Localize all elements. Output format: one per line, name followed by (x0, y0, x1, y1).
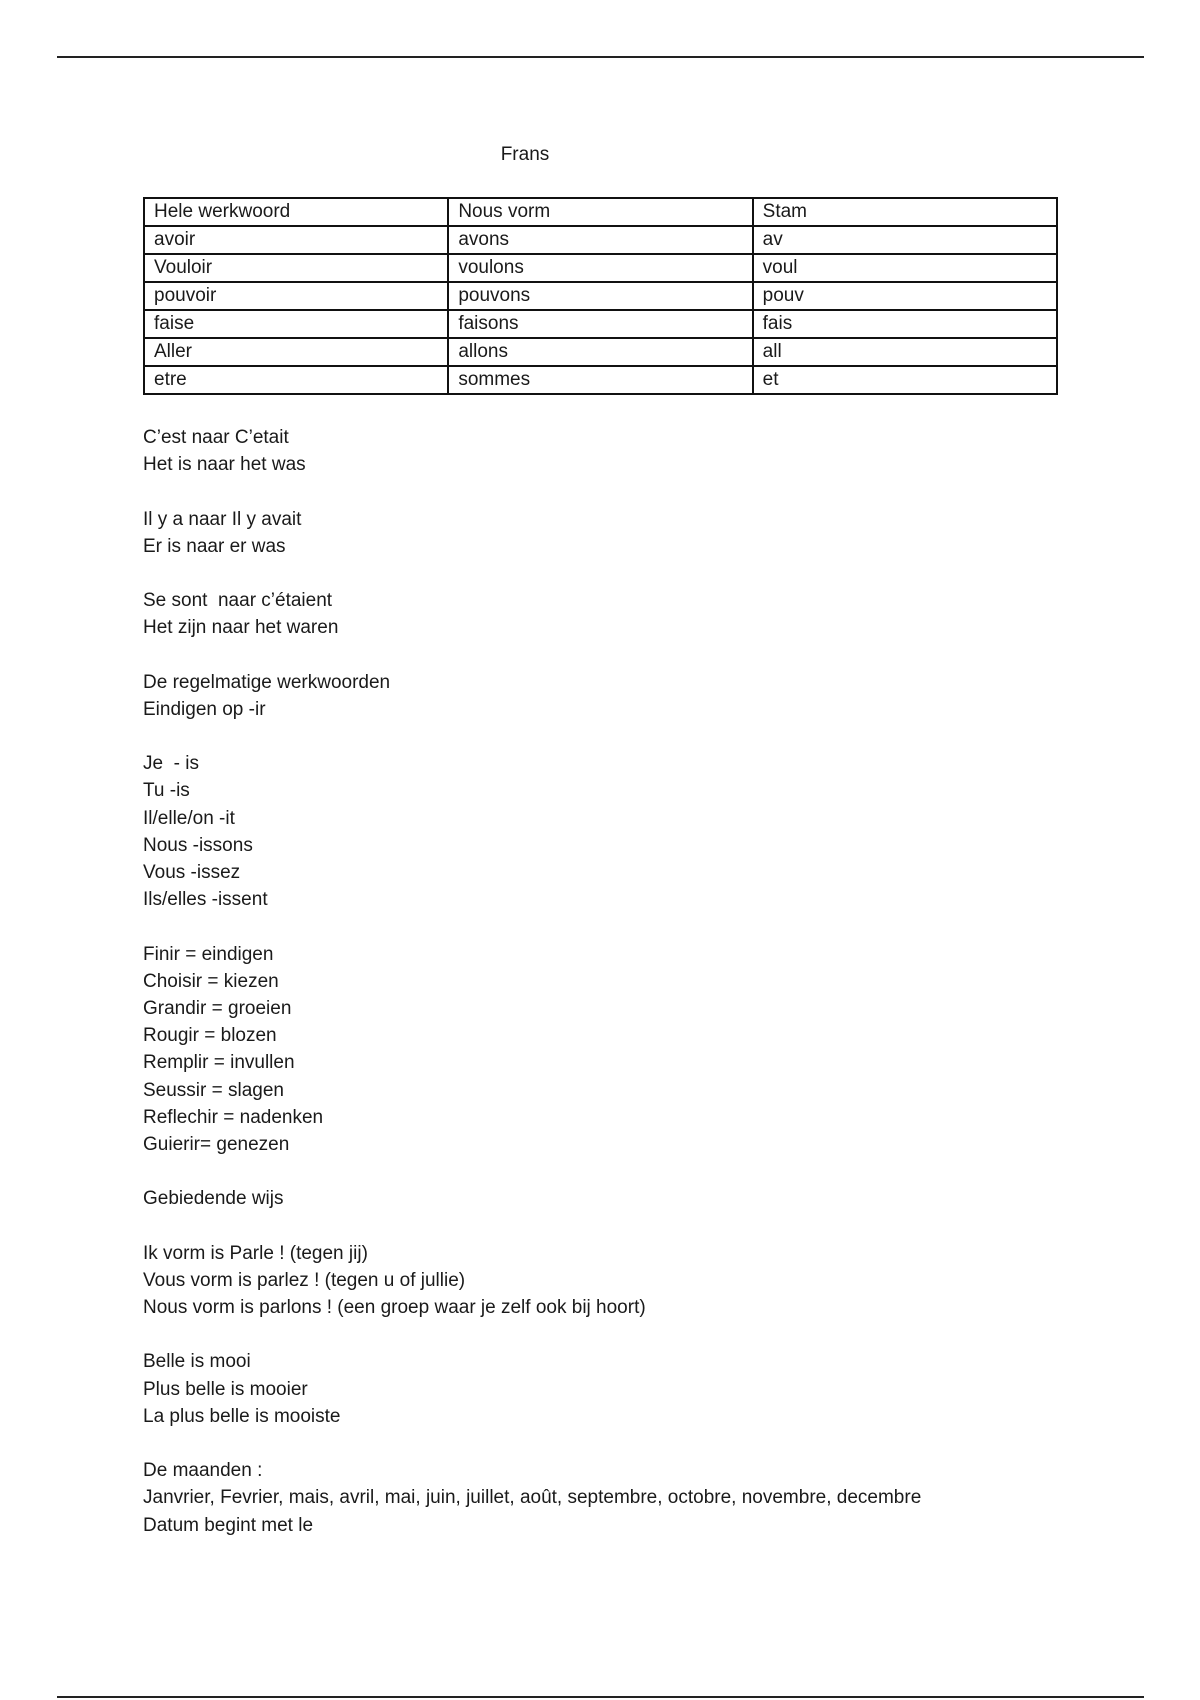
paragraph-spacer (143, 1430, 1143, 1457)
text-line: Het is naar het was (143, 454, 306, 476)
text-line: Datum begint met le (143, 1514, 314, 1536)
text-line: Guierir= genezen (143, 1133, 290, 1155)
table-cell: sommes (448, 366, 752, 394)
table-row (144, 226, 1057, 254)
text-line: Het zijn naar het waren (143, 617, 339, 639)
table-cell: av (753, 226, 1057, 254)
table-cell: all (753, 338, 1057, 366)
paragraph-spacer (143, 642, 1143, 669)
verb-table (143, 197, 1058, 395)
table-cell: faise (144, 310, 448, 338)
table-row (144, 366, 1057, 394)
table-cell: pouvoir (144, 282, 448, 310)
text-line: Ik vorm is Parle ! (tegen jij) (143, 1242, 368, 1264)
table-cell: voulons (448, 254, 752, 282)
text-line: Se sont naar c’étaient (143, 590, 333, 612)
table-cell: voul (753, 254, 1057, 282)
text-line: Remplir = invullen (143, 1052, 295, 1074)
text-line: Ils/elles -issent (143, 889, 268, 911)
text-line: Grandir = groeien (143, 997, 292, 1019)
table-cell: avoir (144, 226, 448, 254)
text-line: Rougir = blozen (143, 1025, 277, 1047)
text-line: La plus belle is mooiste (143, 1405, 341, 1427)
paragraph-spacer (143, 913, 1143, 940)
text-line: Il/elle/on -it (143, 807, 235, 829)
text-line: C’est naar C’etait (143, 427, 289, 448)
text-line: Nous vorm is parlons ! (een groep waar je zelf ook bij hoort) (143, 1297, 646, 1318)
paragraph-spacer (143, 1321, 1143, 1348)
table-row (144, 338, 1057, 366)
table-row (144, 282, 1057, 310)
paragraph-spacer (143, 478, 1143, 505)
page-title: Frans (500, 144, 550, 165)
table-cell: allons (448, 338, 752, 366)
verb-table-body (144, 198, 1057, 394)
paragraph-spacer (143, 723, 1143, 750)
table-cell: Nous vorm (448, 198, 752, 226)
page-bottom-rule (57, 1696, 1144, 1698)
table-header-row (144, 198, 1057, 226)
text-line: Gebiedende wijs (143, 1188, 284, 1210)
paragraph-spacer (143, 560, 1143, 587)
table-cell: Vouloir (144, 254, 448, 282)
table-cell: et (753, 366, 1057, 394)
table-cell: avons (448, 226, 752, 254)
table-cell: pouv (753, 282, 1057, 310)
table-cell: Stam (753, 198, 1057, 226)
text-line: Er is naar er was (143, 535, 286, 557)
text-line: Vous vorm is parlez ! (tegen u of jullie) (143, 1269, 466, 1291)
text-line: De maanden : (143, 1460, 263, 1482)
table-cell: pouvons (448, 282, 752, 310)
table-cell: etre (144, 366, 448, 394)
text-line: Nous -issons (143, 834, 253, 856)
table-cell: Hele werkwoord (144, 198, 448, 226)
text-line: Belle is mooi (143, 1351, 251, 1373)
text-line: Choisir = kiezen (143, 970, 279, 992)
text-line: Tu -is (143, 780, 190, 802)
text-line: De regelmatige werkwoorden (143, 671, 391, 693)
table-cell: faisons (448, 310, 752, 338)
table-row (144, 310, 1057, 338)
text-line: Plus belle is mooier (143, 1378, 308, 1400)
paragraph-spacer (143, 1158, 1143, 1185)
text-line: Il y a naar Il y avait (143, 508, 302, 530)
table-cell: Aller (144, 338, 448, 366)
text-line: Finir = eindigen (143, 943, 274, 965)
text-line: Reflechir = nadenken (143, 1106, 324, 1128)
text-line: Janvrier, Fevrier, mais, avril, mai, juin, juillet, août, septembre, octobre, novembre, decembre (143, 1487, 922, 1509)
text-line: Vous -issez (143, 862, 241, 883)
table-row (144, 254, 1057, 282)
document-body (143, 424, 1143, 1539)
page-top-rule (57, 56, 1144, 58)
text-line: Je - is (143, 753, 199, 775)
table-cell: fais (753, 310, 1057, 338)
text-line: Seussir = slagen (143, 1079, 284, 1101)
paragraph-spacer (143, 1212, 1143, 1239)
text-line: Eindigen op -ir (143, 698, 266, 720)
